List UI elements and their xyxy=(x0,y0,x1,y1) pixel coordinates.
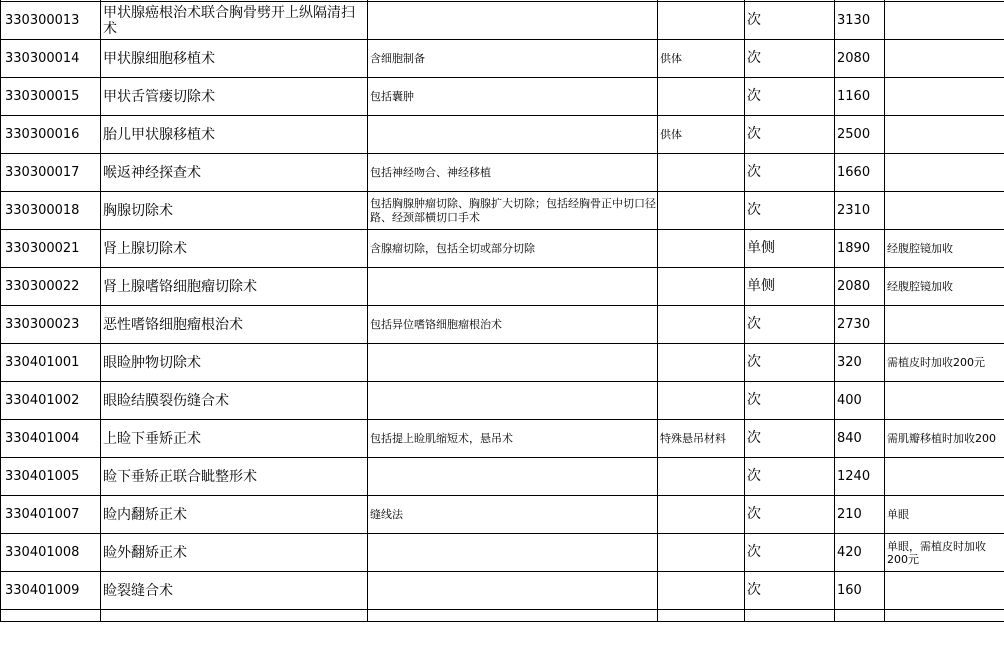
table-row xyxy=(1,572,1004,610)
cell-price: 840 xyxy=(835,420,885,458)
cell-price: 420 xyxy=(835,534,885,572)
cell-supply xyxy=(658,154,745,192)
cell-name: 眼睑结膜裂伤缝合术 xyxy=(101,382,368,420)
cell-code: 330401002 xyxy=(1,382,101,420)
cell-code: 330300022 xyxy=(1,268,101,306)
cell-unit: 次 xyxy=(745,382,835,420)
cell-desc: 含细胞制备 xyxy=(368,40,658,78)
cell-price: 400 xyxy=(835,382,885,420)
cell-desc: 包括囊肿 xyxy=(368,78,658,116)
cell-desc xyxy=(368,382,658,420)
cell-unit: 次 xyxy=(745,306,835,344)
cell-name: 肾上腺切除术 xyxy=(101,230,368,268)
cell-name: 上睑下垂矫正术 xyxy=(101,420,368,458)
cell-price: 1660 xyxy=(835,154,885,192)
table-row xyxy=(1,268,1004,306)
cell-note xyxy=(885,192,1004,230)
cell-unit: 次 xyxy=(745,154,835,192)
cell-unit: 次 xyxy=(745,572,835,610)
cell-desc xyxy=(368,268,658,306)
table-row xyxy=(1,382,1004,420)
table-row xyxy=(1,496,1004,534)
cell-code: 330401008 xyxy=(1,534,101,572)
cell-note: 单眼，需植皮时加收200元 xyxy=(885,534,1004,572)
table-row xyxy=(1,230,1004,268)
cell-name: 甲状腺细胞移植术 xyxy=(101,40,368,78)
cell-note xyxy=(885,116,1004,154)
table-row xyxy=(1,40,1004,78)
cell-code: 330300023 xyxy=(1,306,101,344)
table-row-partial xyxy=(1,610,1004,622)
cell-price: 1890 xyxy=(835,230,885,268)
cell-code: 330401005 xyxy=(1,458,101,496)
cell-price: 1240 xyxy=(835,458,885,496)
table-row xyxy=(1,306,1004,344)
cell-code: 330401004 xyxy=(1,420,101,458)
cell-name: 胸腺切除术 xyxy=(101,192,368,230)
cell-unit: 次 xyxy=(745,420,835,458)
cell-desc xyxy=(368,572,658,610)
cell-unit: 次 xyxy=(745,78,835,116)
cell-note xyxy=(885,154,1004,192)
cell-unit: 次 xyxy=(745,192,835,230)
cell-code: 330300016 xyxy=(1,116,101,154)
cell-desc xyxy=(368,344,658,382)
cell-note: 需植皮时加收200元 xyxy=(885,344,1004,382)
cell-note xyxy=(885,382,1004,420)
cell-price: 3130 xyxy=(835,2,885,40)
cell-unit: 次 xyxy=(745,458,835,496)
cell-unit: 单侧 xyxy=(745,230,835,268)
cell-code: 330401001 xyxy=(1,344,101,382)
cell-desc: 包括提上睑肌缩短术，悬吊术 xyxy=(368,420,658,458)
cell-code: 330300014 xyxy=(1,40,101,78)
cell-note: 单眼 xyxy=(885,496,1004,534)
cell-note xyxy=(885,40,1004,78)
cell-price: 2500 xyxy=(835,116,885,154)
cell-unit: 次 xyxy=(745,496,835,534)
cell-code: 330401009 xyxy=(1,572,101,610)
cell-supply xyxy=(658,268,745,306)
cell-note xyxy=(885,78,1004,116)
cell-name: 眼睑肿物切除术 xyxy=(101,344,368,382)
cell-note: 需肌瓣移植时加收200 xyxy=(885,420,1004,458)
cell-code: 330300015 xyxy=(1,78,101,116)
cell-code: 330300017 xyxy=(1,154,101,192)
cell-price: 320 xyxy=(835,344,885,382)
cell-supply xyxy=(658,534,745,572)
cell-name: 胎儿甲状腺移植术 xyxy=(101,116,368,154)
cell-name: 甲状腺癌根治术联合胸骨劈开上纵隔清扫术 xyxy=(101,2,368,40)
cell-supply xyxy=(658,382,745,420)
cell-note xyxy=(885,572,1004,610)
cell-code: 330300021 xyxy=(1,230,101,268)
cell-note xyxy=(885,458,1004,496)
cell-unit: 次 xyxy=(745,344,835,382)
cell-name: 睑内翻矫正术 xyxy=(101,496,368,534)
cell-supply xyxy=(658,78,745,116)
cell-note: 经腹腔镜加收 xyxy=(885,268,1004,306)
cell-price: 2730 xyxy=(835,306,885,344)
cell-desc: 含腺瘤切除，包括全切或部分切除 xyxy=(368,230,658,268)
cell-name: 睑下垂矫正联合眦整形术 xyxy=(101,458,368,496)
cell-supply xyxy=(658,496,745,534)
cell-price: 2310 xyxy=(835,192,885,230)
cell-code: 330401007 xyxy=(1,496,101,534)
cell-supply xyxy=(658,344,745,382)
cell-name: 甲状舌管瘘切除术 xyxy=(101,78,368,116)
cell-note: 经腹腔镜加收 xyxy=(885,230,1004,268)
cell-unit: 次 xyxy=(745,40,835,78)
cell-supply xyxy=(658,458,745,496)
cell-name: 睑裂缝合术 xyxy=(101,572,368,610)
table-row xyxy=(1,420,1004,458)
cell-desc xyxy=(368,534,658,572)
table-row xyxy=(1,116,1004,154)
cell-desc xyxy=(368,458,658,496)
cell-supply: 特殊悬吊材料 xyxy=(658,420,745,458)
cell-desc xyxy=(368,116,658,154)
cell-supply xyxy=(658,306,745,344)
cell-price: 2080 xyxy=(835,268,885,306)
table-row xyxy=(1,78,1004,116)
cell-desc: 包括异位嗜铬细胞瘤根治术 xyxy=(368,306,658,344)
table-row xyxy=(1,458,1004,496)
cell-desc xyxy=(368,2,658,40)
table-row xyxy=(1,344,1004,382)
cell-price: 1160 xyxy=(835,78,885,116)
cell-code: 330300013 xyxy=(1,2,101,40)
table-row xyxy=(1,192,1004,230)
cell-desc: 包括神经吻合、神经移植 xyxy=(368,154,658,192)
cell-supply xyxy=(658,192,745,230)
cell-note xyxy=(885,306,1004,344)
cell-name: 睑外翻矫正术 xyxy=(101,534,368,572)
cell-note xyxy=(885,2,1004,40)
cell-supply xyxy=(658,230,745,268)
cell-code: 330300018 xyxy=(1,192,101,230)
cell-price: 210 xyxy=(835,496,885,534)
cell-unit: 次 xyxy=(745,116,835,154)
cell-supply: 供体 xyxy=(658,40,745,78)
table-row xyxy=(1,154,1004,192)
cell-supply xyxy=(658,572,745,610)
cell-supply xyxy=(658,2,745,40)
cell-desc: 包括胸腺肿瘤切除、胸腺扩大切除；包括经胸骨正中切口径路、经颈部横切口手术 xyxy=(368,192,658,230)
cell-unit: 单侧 xyxy=(745,268,835,306)
cell-unit: 次 xyxy=(745,2,835,40)
cell-desc: 缝线法 xyxy=(368,496,658,534)
cell-price: 2080 xyxy=(835,40,885,78)
cell-name: 肾上腺嗜铬细胞瘤切除术 xyxy=(101,268,368,306)
cell-name: 喉返神经探查术 xyxy=(101,154,368,192)
cell-price: 160 xyxy=(835,572,885,610)
table-row xyxy=(1,2,1004,40)
cell-name: 恶性嗜铬细胞瘤根治术 xyxy=(101,306,368,344)
cell-unit: 次 xyxy=(745,534,835,572)
table-row xyxy=(1,534,1004,572)
cell-supply: 供体 xyxy=(658,116,745,154)
